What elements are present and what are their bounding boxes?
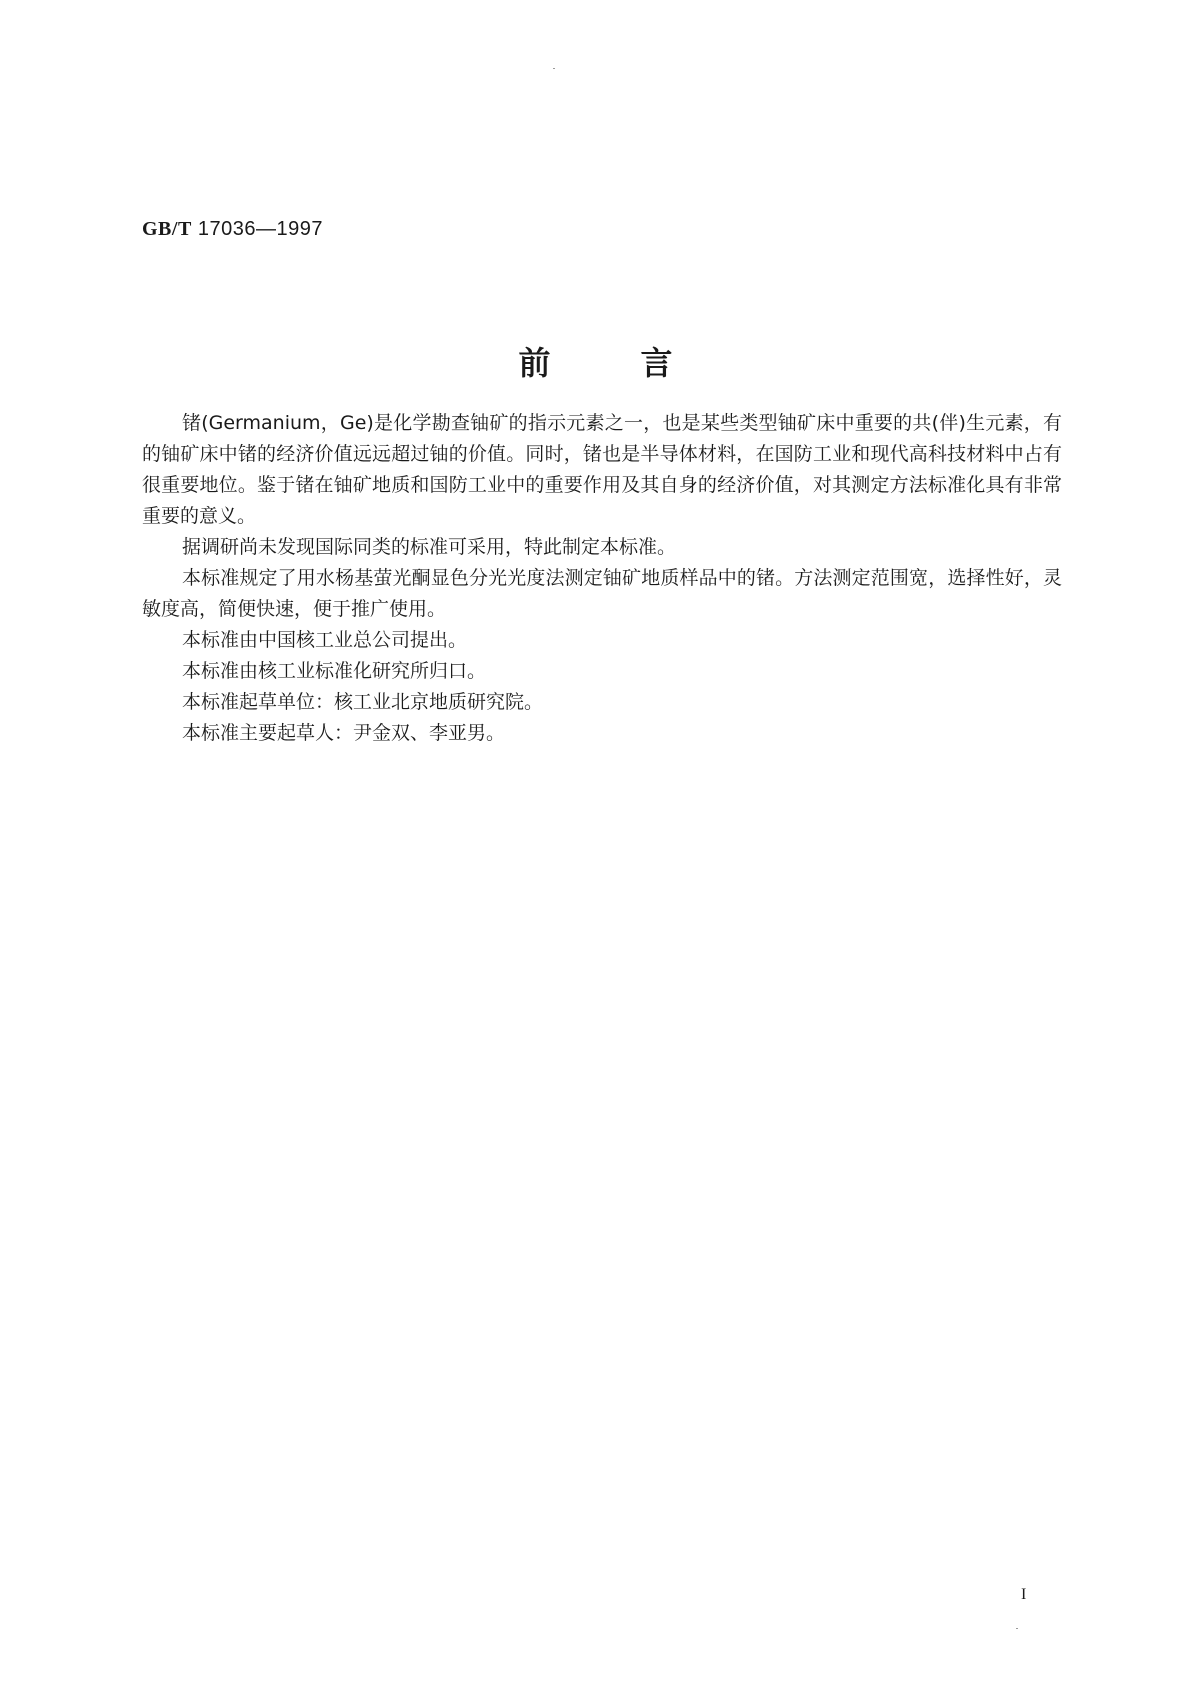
standard-code: [142, 218, 323, 241]
scan-speck: [553, 68, 555, 69]
paragraph-intro: 锗(Germanium，Ge)是化学勘查铀矿的指示元素之一，也是某些类型铀矿床中重要的共(伴)生元素，有的铀矿床中锗的经济价值远远超过铀的价值。同时，锗也是半导体材料，在国防工业和现代高科技材料中占有很重要地位。鉴于锗在铀矿地质和国防工业中的重要作用及其自身的经济价值，对其测定方法标准化具有非常重要的意义。: [142, 412, 1062, 527]
page-number: I: [1021, 1586, 1027, 1603]
scan-speck: [1016, 1628, 1018, 1629]
paragraph-drafters: 本标准主要起草人：尹金双、李亚男。: [182, 722, 506, 744]
paragraph-adoption: 据调研尚未发现国际同类的标准可采用，特此制定本标准。: [182, 536, 677, 558]
paragraph-proposer: 本标准由中国核工业总公司提出。: [182, 629, 468, 651]
foreword-body: [142, 408, 1062, 749]
paragraph-scope: 本标准规定了用水杨基萤光酮显色分光光度法测定铀矿地质样品中的锗。方法测定范围宽，选择性好，灵敏度高，简便快速，便于推广使用。: [142, 567, 1062, 620]
page-title: 前言: [518, 344, 763, 382]
standard-prefix: GB/T: [142, 218, 192, 240]
paragraph-centralized-unit: 本标准由核工业标准化研究所归口。: [182, 660, 487, 682]
paragraph-drafting-unit: 本标准起草单位：核工业北京地质研究院。: [182, 691, 544, 713]
standard-number: 17036—1997: [197, 218, 323, 240]
